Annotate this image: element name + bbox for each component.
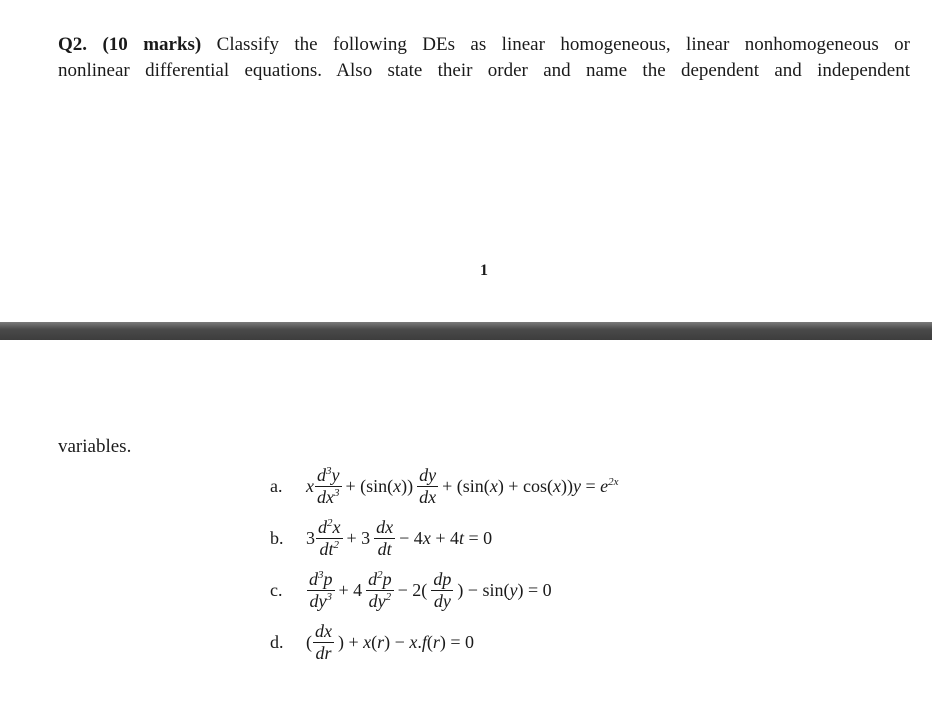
page-divider — [0, 322, 932, 340]
question-continuation: variables. — [58, 436, 132, 457]
equation-expression: x $\frac{d^3y}{dx^3}$ + (sin(x)) $\frac{dy}{dx}$ + $(\sin(x) + \cos(x))y = e^{2x}$ — [306, 464, 619, 507]
question-number: Q2. — [58, 34, 88, 55]
question-line-1: Classify the following DEs as linear homogeneous, linear nonhomogeneous or — [216, 34, 910, 55]
equation-label: a. — [270, 476, 283, 496]
question-marks: (10 marks) — [102, 34, 202, 55]
page-number: 1 — [480, 262, 488, 279]
question-line-2: nonlinear differential equations. Also state their order and name the dependent and independent — [58, 60, 910, 81]
equation-expression: 3 $\frac{d^2x}{dt^2}$ + 3 $\frac{dx}{dt}$ − 4x + 4t = 0 — [306, 516, 493, 559]
question-text — [58, 32, 910, 84]
page-1 — [0, 0, 932, 322]
equation-label: c. — [270, 580, 283, 600]
equation-label: b. — [270, 528, 284, 548]
equation-expression: ( $\frac{dx}{dr}$ ) + x(r) − x.f(r) = 0 — [306, 620, 475, 663]
equation-expression: $\frac{d^3p}{dy^3}$ + 4 $\frac{d^2p}{dy^2}$ − 2( $\frac{dp}{dy}$ ) − sin(y) = 0 — [309, 568, 552, 611]
equation-label: d. — [270, 632, 284, 652]
page-2 — [0, 340, 932, 704]
